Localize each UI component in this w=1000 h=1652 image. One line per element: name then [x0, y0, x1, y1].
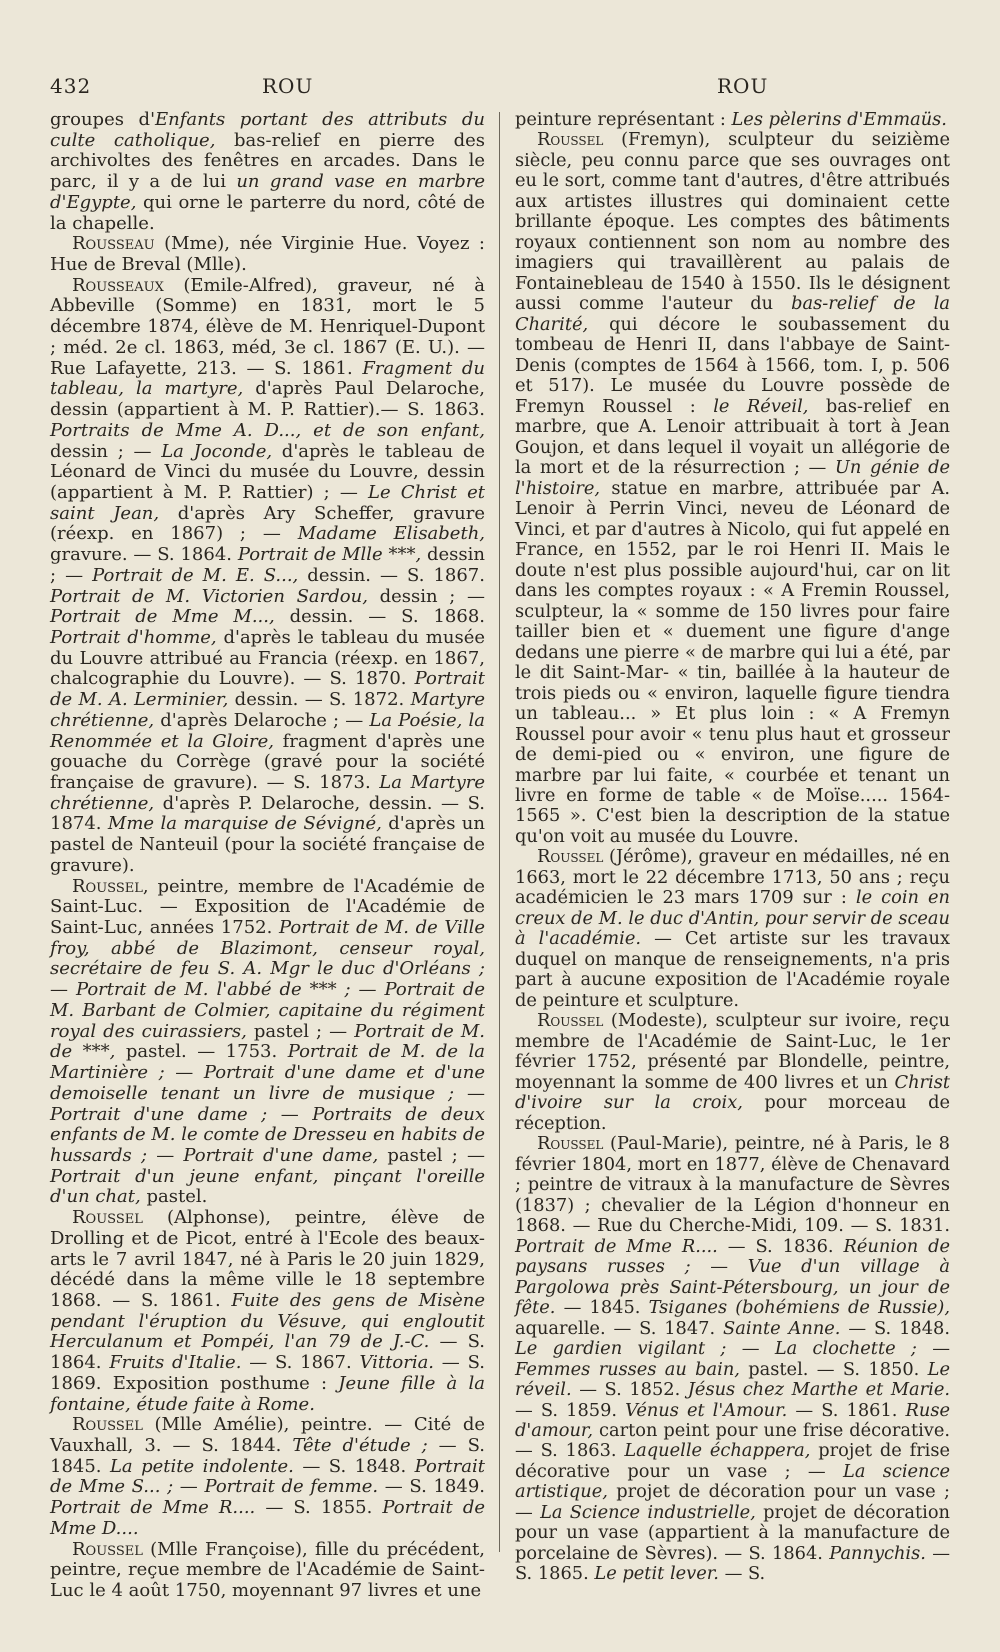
entry-name: Roussel [537, 1133, 604, 1155]
entry-name: Rousseaux [72, 274, 164, 296]
entry-rousseau-mme: Rousseau (Mme), née Virginie Hue. Voyez : Hue de Breval (Mlle). [50, 233, 485, 276]
entry-roussel: Roussel, peintre, membre de l'Académie de Saint-Luc. — Exposition de l'Académie de Saint-Luc, années 1752. Portrait de M. de Ville froy, abbé de Blazimont, censeur royal, secrétaire de feu S. A. Mgr le duc d'Orléans ; — Portrait de M. l'abbé de *** ; — Portrait de M. Barbant de Colmier, capitaine du régiment royal des cuirassiers, pastel ; — Portrait de M. de ***, pastel. — 1753. Portrait de M. de la Martinière ; — Portrait d'une dame et d'une demoiselle tenant un livre de musique ; — Portrait d'une dame ; — Portraits de deux enfants de M. le comte de Dresseu en habits de hussards ; — Portrait d'une dame, pastel ; — Portrait d'un jeune enfant, pinçant l'oreille d'un chat, pastel. [50, 875, 485, 1208]
page-number: 432 [50, 74, 92, 98]
entry-name: Roussel [72, 1538, 143, 1560]
entry-continuation: peinture représentant : Les pèlerins d'Emmaüs. [515, 109, 947, 130]
right-column [515, 110, 950, 1585]
entry-name: Roussel [537, 846, 604, 868]
entry-roussel-alphonse: Roussel (Alphonse), peintre, élève de Drolling et de Picot, entré à l'Ecole des beaux-arts le 7 avril 1847, né à Paris le 20 juin 1829, décédé dans la même ville le 18 septembre 1868. — S. 1861. Fuite des gens de Misène pendant l'éruption du Vésuve, qui engloutit Herculanum et Pompéi, l'an 79 de J.-C. — S. 1864. Fruits d'Italie. — S. 1867. Vittoria. — S. 1869. Exposition posthume : Jeune fille à la fontaine, étude faite à Rome. [50, 1207, 486, 1415]
entry-roussel-modeste: Roussel (Modeste), sculpteur sur ivoire, reçu membre de l'Académie de Saint-Luc, le 1er février 1752, présenté par Blondelle, peintre, moyennant la somme de 400 livres et un Christ d'ivoire sur la croix, pour morceau de réception. [515, 1010, 950, 1134]
entry-name: Roussel [72, 1414, 143, 1436]
running-head-left: ROU [262, 74, 314, 98]
entry-roussel-paul-marie: Roussel (Paul-Marie), peintre, né à Paris, le 8 février 1804, mort en 1877, élève de Chenavard ; peintre de vitraux à la manufacture de Sèvres (1837) ; chevalier de la Légion d'honneur en 1868. — Rue du Cherche-Midi, 109. — S. 1831. Portrait de Mme R.... — S. 1836. Réunion de paysans russes ; — Vue d'un village à Pargolowa près Saint-Pétersbourg, un jour de fête. — 1845. Tsiganes (bohémiens de Russie), aquarelle. — S. 1847. Sainte Anne. — S. 1848. Le gardien vigilant ; — La clochette ; — Femmes russes au bain, pastel. — S. 1850. Le réveil. — S. 1852. Jésus chez Marthe et Marie. — S. 1859. Vénus et l'Amour. — S. 1861. Ruse d'amour, carton peint pour une frise décorative. — S. 1863. Laquelle échappera, projet de frise décorative pour un vase ; — La science artistique, projet de décoration pour un vase ; — La Science industrielle, projet de décoration pour un vase (appartient à la manufacture de porcelaine de Sèvres). — S. 1864. Pannychis. — S. 1865. Le petit lever. — S. [515, 1133, 951, 1585]
entry-name: Roussel [537, 1010, 604, 1032]
entry-roussel-fremyn: Roussel (Fremyn), sculpteur du seizième siècle, peu connu parce que ses ouvrages ont eu le sort, comme tant d'autres, d'être attribués aux artistes illustres qui dominaient cette brillante époque. Les comptes des bâtiments royaux contiennent son nom au nombre des imagiers qui travaillèrent au palais de Fontainebleau de 1540 à 1550. Ils le désignent aussi comme l'auteur du bas-relief de la Charité, qui décore le soubassement du tombeau de Henri II, dans l'abbaye de Saint-Denis (comptes de 1564 à 1566, tom. I, p. 506 et 517). Le musée du Louvre possède de Fremyn Roussel : le Réveil, bas-relief en marbre, que A. Lenoir attribuait à tort à Jean Goujon, et dans lequel il voyait un allégorie de la mort et de la résurrection ; — Un génie de l'histoire, statue en marbre, attribuée par A. Lenoir à Perrin Vinci, neveu de Léonard de Vinci, et par d'autres à Nicolo, qui fut appelé en France, en 1552, par le roi Henri II. Mais le doute n'est plus possible aujourd'hui, car on lit dans les comptes royaux : « A Fremin Roussel, sculpteur, la « somme de 150 livres pour faire tailler bien et « duement une figure d'ange dedans une pierre « de marbre qui lui a été, par le dit Saint-Mar- « tin, baillée à la hauteur de trois pieds ou « environ, laquelle figure tiendra un tableau... » Et plus loin : « A Fremyn Roussel pour avoir « tenu plus haut et grosseur de demi-pied ou « environ, une figure de marbre par lui faite, « courbée et tenant un livre en forme de table « de Moïse..... 1564-1565 ». C'est bien la description de la statue qu'on voit au musée du Louvre. [515, 129, 951, 847]
left-column [50, 110, 485, 1602]
entry-roussel-amelie: Roussel (Mlle Amélie), peintre. — Cité de Vauxhall, 3. — S. 1844. Tête d'étude ; — S. 1845. La petite indolente. — S. 1848. Portrait de Mme S... ; — Portrait de femme. — S. 1849. Portrait de Mme R.... — S. 1855. Portrait de Mme D.... [50, 1414, 485, 1539]
entry-name: Roussel [72, 875, 143, 897]
entry-roussel-jerome: Roussel (Jérôme), graveur en médailles, né en 1663, mort le 22 décembre 1713, 50 ans ; reçu académicien le 23 mars 1709 sur : le coin en creux de M. le duc d'Antin, pour servir de sceau à l'académie. — Cet artiste sur les travaux duquel on manque de renseignements, n'a pris part à aucune exposition de l'Académie royale de peinture et sculpture. [515, 846, 950, 1011]
entry-name: Roussel [72, 1207, 143, 1229]
entry-roussel-francoise: Roussel (Mlle Françoise), fille du précédent, peintre, reçue membre de l'Académie de Saint-Luc le 4 août 1750, moyennant 97 livres et une [50, 1538, 485, 1602]
entry-name: Rousseau [72, 233, 155, 255]
column-divider [499, 112, 500, 1552]
entry-continuation: groupes d'Enfants portant des attributs du culte catholique, bas-relief en pierre des archivoltes des fenêtres en arcades. Dans le parc, il y a de lui un grand vase en marbre d'Egypte, qui orne le parterre du nord, côté de la chapelle. [50, 109, 486, 234]
entry-rousseaux: Rousseaux (Emile-Alfred), graveur, né à Abbeville (Somme) en 1831, mort le 5 décembre 1874, élève de M. Henriquel-Dupont ; méd. 2e cl. 1863, méd, 3e cl. 1867 (E. U.). — Rue Lafayette, 213. — S. 1861. Fragment du tableau, la martyre, d'après Paul Delaroche, dessin (appartient à M. P. Rattier).— S. 1863. Portraits de Mme A. D..., et de son enfant, dessin ; — La Joconde, d'après le tableau de Léonard de Vinci du musée du Louvre, dessin (appartient à M. P. Rattier) ; — Le Christ et saint Jean, d'après Ary Scheffer, gravure (réexp. en 1867) ; — Madame Elisabeth, gravure. — S. 1864. Portrait de Mlle ***, dessin ; — Portrait de M. E. S..., dessin. — S. 1867. Portrait de M. Victorien Sardou, dessin ; — Portrait de Mme M..., dessin. — S. 1868. Portrait d'homme, d'après le tableau du musée du Louvre attribué au Francia (réexp. en 1867, chalcographie du Louvre). — S. 1870. Portrait de M. A. Lerminier, dessin. — S. 1872. Martyre chrétienne, d'après Delaroche ; — La Poésie, la Renommée et la Gloire, fragment d'après une gouache du Corrège (gravé pour la société française de gravure). — S. 1873. La Martyre chrétienne, d'après P. Delaroche, dessin. — S. 1874. Mme la marquise de Sévigné, d'après un pastel de Nanteuil (pour la société française de gravure). [50, 274, 486, 876]
entry-name: Roussel [537, 129, 604, 151]
running-head-right: ROU [717, 74, 769, 98]
